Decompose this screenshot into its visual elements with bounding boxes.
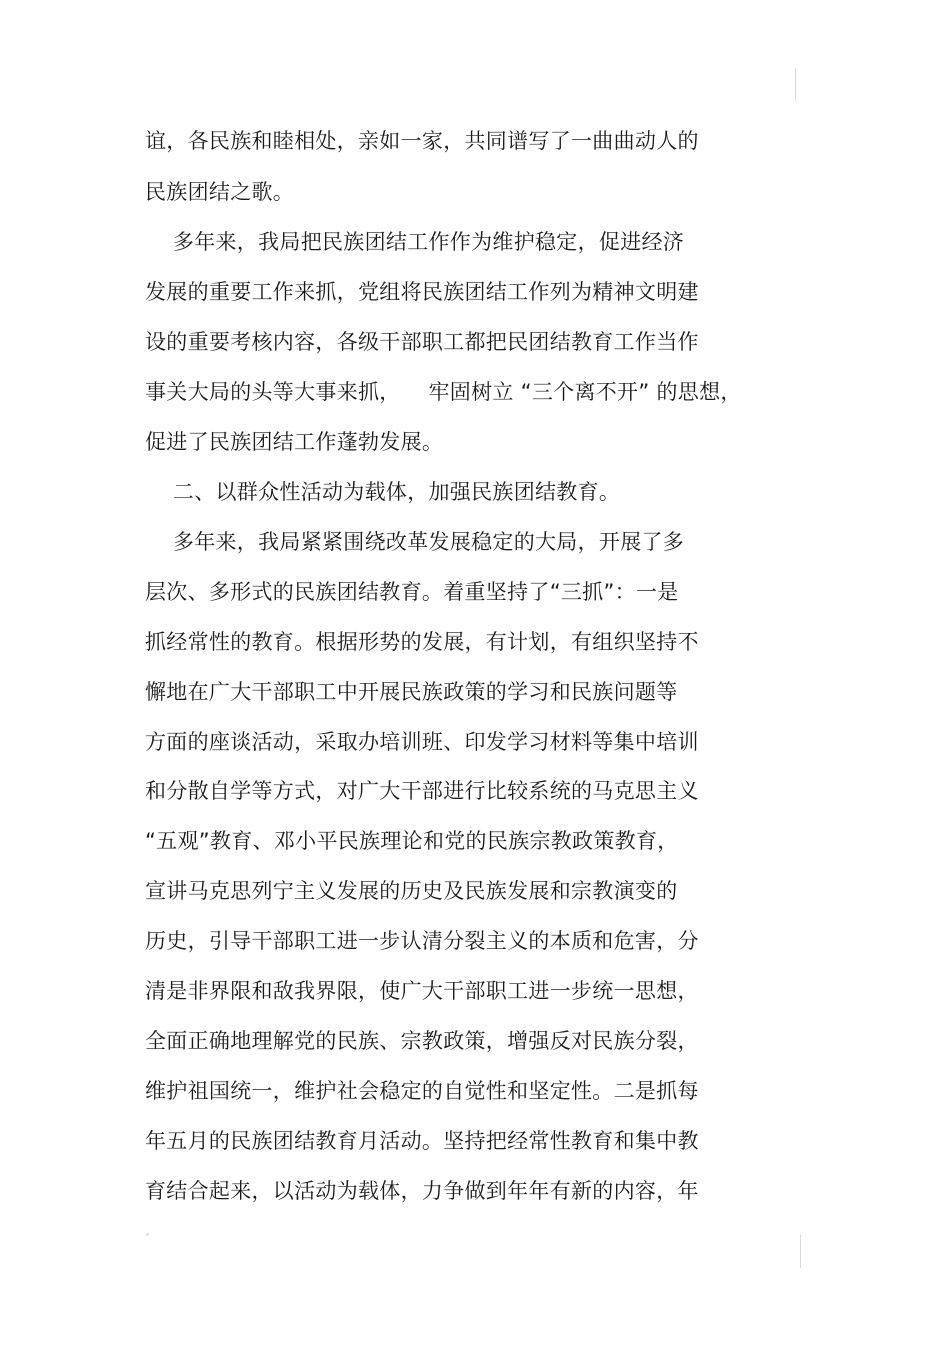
section-heading: 二、以群众性活动为载体，加强民族团结教育。: [145, 480, 621, 504]
scan-artifact: [146, 1233, 149, 1236]
text-line: 方面的座谈活动，采取办培训班、印发学习材料等集中培训: [145, 730, 699, 754]
text-line: “五观”教育、邓小平民族理论和党的民族宗教政策教育，: [145, 829, 679, 853]
text-line: 事关大局的头等大事来抓， 牢固树立 “三个离不开” 的思想，: [145, 380, 742, 404]
margin-mark-bottom: [800, 1235, 801, 1268]
text-line: 层次、多形式的民族团结教育。着重坚持了“三抓”：一是: [145, 580, 679, 604]
text-line: 宣讲马克思列宁主义发展的历史及民族发展和宗教演变的: [145, 879, 678, 903]
text-line: 抓经常性的教育。根据形势的发展，有计划，有组织坚持不: [145, 630, 699, 654]
text-line: 年五月的民族团结教育月活动。坚持把经常性教育和集中教: [145, 1129, 699, 1153]
text-line: 历史，引导干部职工进一步认清分裂主义的本质和危害，分: [145, 929, 699, 953]
margin-mark-top: [795, 68, 796, 101]
text-line: 全面正确地理解党的民族、宗教政策，增强反对民族分裂，: [145, 1029, 699, 1053]
text-line: 设的重要考核内容，各级干部职工都把民团结教育工作当作: [145, 330, 699, 354]
text-line: 谊，各民族和睦相处，亲如一家，共同谱写了一曲曲动人的: [145, 129, 699, 153]
text-line: 清是非界限和敌我界限，使广大干部职工进一步统一思想，: [145, 979, 699, 1003]
text-line: 育结合起来，以活动为载体，力争做到年年有新的内容，年: [145, 1179, 699, 1203]
text-line: 促进了民族团结工作蓬勃发展。: [145, 430, 444, 454]
text-line: 多年来，我局把民族团结工作作为维护稳定，促进经济: [145, 230, 685, 254]
text-line: 多年来，我局紧紧围绕改革发展稳定的大局，开展了多: [145, 530, 685, 554]
text-line: 发展的重要工作来抓，党组将民族团结工作列为精神文明建: [145, 280, 699, 304]
text-line: 民族团结之歌。: [145, 180, 295, 204]
text-line: 维护祖国统一，维护社会稳定的自觉性和坚定性。二是抓每: [145, 1079, 699, 1103]
text-line: 懈地在广大干部职工中开展民族政策的学习和民族问题等: [145, 680, 678, 704]
text-line: 和分散自学等方式，对广大干部进行比较系统的马克思主义: [145, 779, 699, 803]
